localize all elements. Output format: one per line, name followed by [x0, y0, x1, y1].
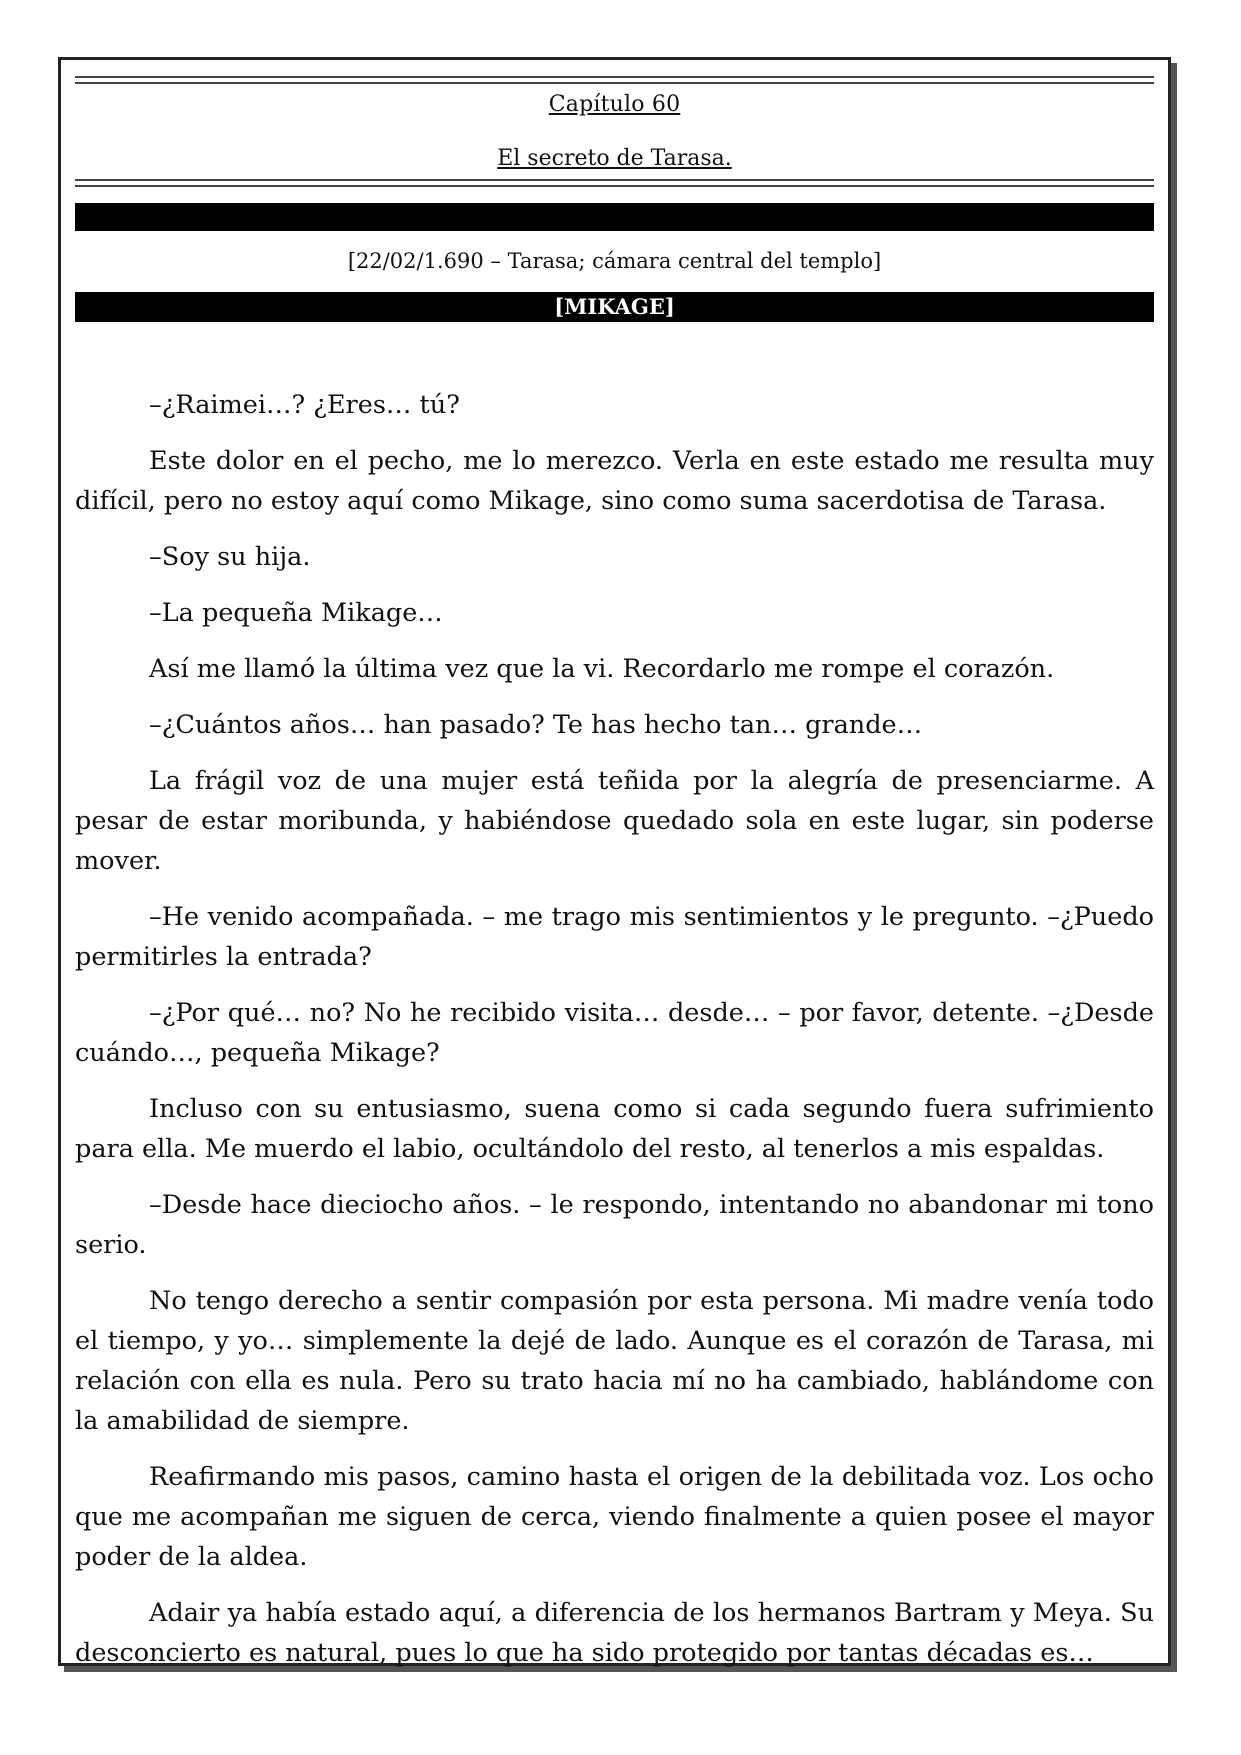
black-divider-bar [75, 203, 1154, 231]
paragraph: –¿Cuántos años… han pasado? Te has hecho tan… grande… [149, 710, 923, 740]
paragraph: Reafirmando mis pasos, camino hasta el origen de la debilitada voz. Los ocho que me acompañan me siguen de cerca, viendo finalmente a quien posee el mayor poder de la aldea. [75, 1462, 1154, 1572]
bottom-double-rule [75, 179, 1154, 187]
paragraph: Así me llamó la última vez que la vi. Recordarlo me rompe el corazón. [149, 654, 1055, 684]
paragraph: Incluso con su entusiasmo, suena como si cada segundo fuera sufrimiento para ella. Me muerdo el labio, ocultándolo del resto, al tenerlos a mis espaldas. [75, 1094, 1154, 1164]
paragraph: –¿Por qué… no? No he recibido visita… desde… – por favor, detente. –¿Desde cuándo…, pequeña Mikage? [75, 998, 1154, 1068]
paragraph: –Desde hace dieciocho años. – le respondo, intentando no abandonar mi tono serio. [75, 1190, 1154, 1260]
paragraph: La frágil voz de una mujer está teñida por la alegría de presenciarme. A pesar de estar moribunda, y habiéndose quedado sola en este lugar, sin poderse mover. [75, 766, 1154, 876]
chapter-title: Capítulo 60 [548, 92, 681, 117]
top-double-rule [75, 76, 1154, 84]
paragraph: –He venido acompañada. – me trago mis sentimientos y le pregunto. –¿Puedo permitirles la entrada? [75, 902, 1154, 972]
paragraph: No tengo derecho a sentir compasión por esta persona. Mi madre venía todo el tiempo, y yo… simplemente la dejé de lado. Aunque es el corazón de Tarasa, mi relación con ella es nula. Pero su trato hacia mí no ha cambiado, hablándome con la amabilidad de siempre. [75, 1286, 1154, 1436]
paragraph: –¿Raimei…? ¿Eres… tú? [149, 390, 460, 420]
scene-info: [22/02/1.690 – Tarasa; cámara central del templo] [347, 249, 882, 273]
pov-banner: [MIKAGE] [75, 292, 1154, 322]
page-frame [58, 57, 1171, 1666]
paragraph: –La pequeña Mikage… [149, 598, 443, 628]
chapter-subtitle: El secreto de Tarasa. [497, 146, 732, 171]
paragraph: Este dolor en el pecho, me lo merezco. Verla en este estado me resulta muy difícil, pero no estoy aquí como Mikage, sino como suma sacerdotisa de Tarasa. [75, 446, 1154, 516]
paragraph: –Soy su hija. [149, 542, 311, 572]
chapter-body [75, 385, 1154, 1689]
paragraph: Adair ya había estado aquí, a diferencia de los hermanos Bartram y Meya. Su desconcierto es natural, pues lo que ha sido protegido por tantas décadas es… [75, 1598, 1154, 1668]
